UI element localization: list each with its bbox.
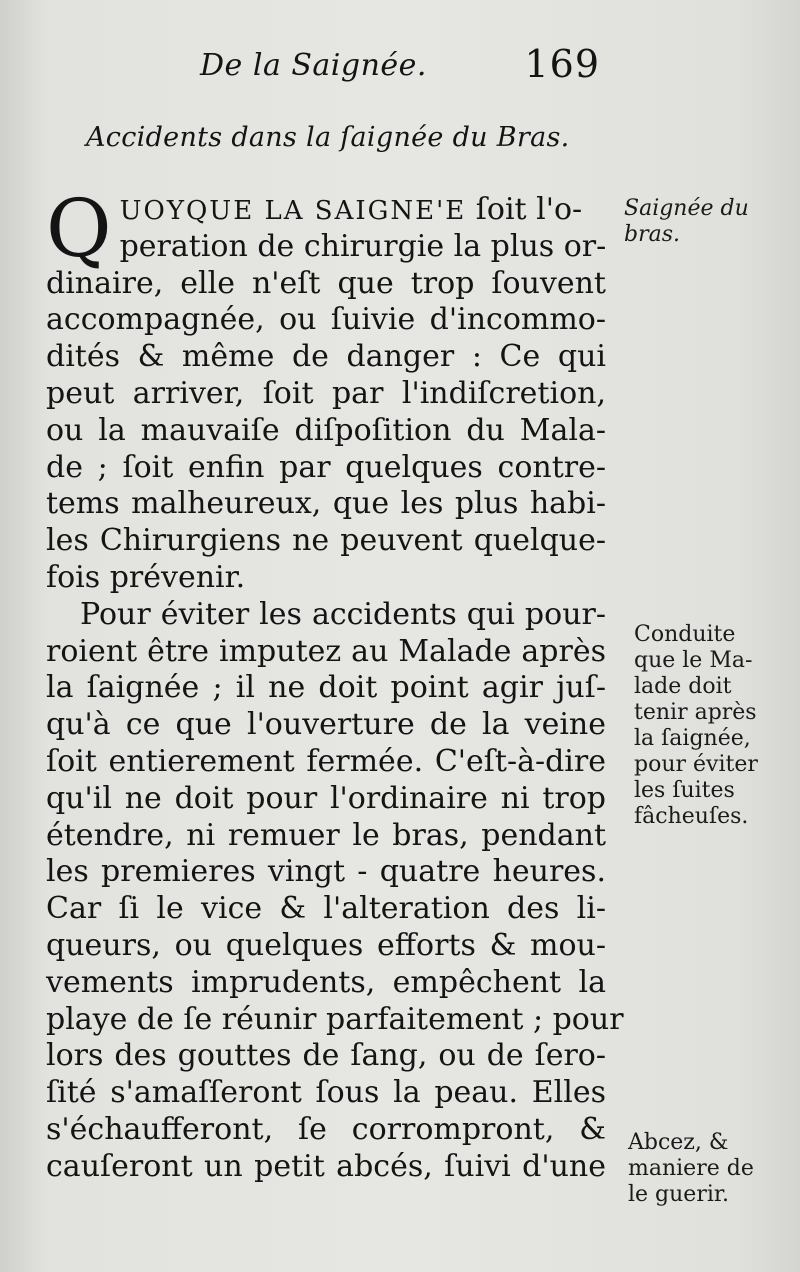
margin-note-line: maniere de: [628, 1156, 754, 1181]
paragraph-2-line: s'échaufferont, ſe corrompront, &: [46, 1111, 606, 1147]
margin-note-line: tenir après: [634, 700, 757, 725]
paragraph-2-line: la ſaignée ; il ne doit point agir juſ-: [46, 670, 606, 706]
opening-rest: ſoit l'o-: [475, 192, 583, 227]
paragraph-2-line: lors des gouttes de ſang, ou de ſero-: [46, 1038, 606, 1074]
paragraph-1-line: peration de chirurgie la plus or-: [119, 228, 607, 264]
paragraph-1-line: de ; ſoit enfin par quelques contre-: [46, 449, 606, 485]
paragraph-1-line: accompagnée, ou ſuivie d'incommo-: [46, 302, 606, 338]
running-head: [200, 42, 600, 92]
paragraph-2-line: cauſeront un petit abcés, ſuivi d'une: [46, 1148, 606, 1184]
paragraph-2-line: ſité s'amaſſeront ſous la peau. Elles: [46, 1075, 606, 1111]
paragraph-1-line: [46, 192, 583, 229]
opening-smallcaps: UOYQUE LA SAIGNE'E: [119, 196, 467, 226]
paragraph-2-line: qu'à ce que l'ouverture de la veine: [46, 707, 606, 743]
margin-note-line: Abcez, &: [628, 1130, 729, 1155]
paragraph-2-line: roient être imputez au Malade après: [46, 633, 606, 669]
paragraph-1-line: dinaire, elle n'eſt que trop ſouvent: [46, 265, 606, 301]
drop-cap: Q: [46, 182, 112, 275]
margin-note-line: lade doit: [634, 674, 732, 699]
paragraph-2-line: queurs, ou quelques efforts & mou-: [46, 927, 606, 963]
paragraph-2: [46, 596, 624, 1186]
paragraph-2-line: qu'il ne doit pour l'ordinaire ni trop: [46, 780, 606, 816]
paragraph-2-line: Car ſi le vice & l'alteration des li-: [46, 891, 606, 927]
paragraph-1-line: dités & même de danger : Ce qui: [46, 339, 606, 375]
section-title: Accidents dans la ſaignée du Bras.: [86, 122, 570, 153]
margin-note-conduite: [634, 622, 758, 830]
paragraph-1-line: ou la mauvaiſe diſpoſition du Mala-: [46, 412, 606, 448]
running-head-title: De la Saignée.: [200, 48, 427, 83]
paragraph-2-line: playe de ſe réunir parfaitement ; pour: [46, 1001, 624, 1037]
margin-note-line: que le Ma-: [634, 648, 753, 673]
margin-note-abcez: [628, 1130, 754, 1208]
paragraph-2-line: les premieres vingt - quatre heures.: [46, 854, 606, 890]
paragraph-1-line: fois prévenir.: [46, 559, 246, 595]
margin-note-line: les ſuites: [634, 778, 735, 803]
margin-note-line: Conduite: [634, 622, 736, 647]
margin-note-line: le guerir.: [628, 1182, 729, 1207]
body-text: [46, 182, 624, 1186]
paragraph-1-line: peut arriver, ſoit par l'indiſcretion,: [46, 375, 606, 411]
margin-note-saignee: [624, 196, 749, 248]
margin-note-line: fâcheuſes.: [634, 804, 749, 829]
paragraph-1-line: tems malheureux, que les plus habi-: [46, 486, 606, 522]
paragraph-2-line: ſoit entierement fermée. C'eſt-à-dire: [46, 743, 606, 779]
paragraph-1-line: les Chirurgiens ne peuvent quelque-: [46, 523, 606, 559]
paragraph-2-line: Pour éviter les accidents qui pour-: [80, 596, 606, 632]
margin-note-line: Saignée du: [624, 196, 749, 221]
margin-note-line: pour éviter: [634, 752, 758, 777]
paragraph-2-line: étendre, ni remuer le bras, pendant: [46, 817, 606, 853]
page-number: 169: [524, 42, 600, 86]
margin-note-line: bras.: [624, 222, 680, 247]
margin-note-line: la ſaignée,: [634, 726, 751, 751]
paragraph-1: [46, 182, 607, 597]
paragraph-2-line: vements imprudents, empêchent la: [46, 964, 606, 1000]
